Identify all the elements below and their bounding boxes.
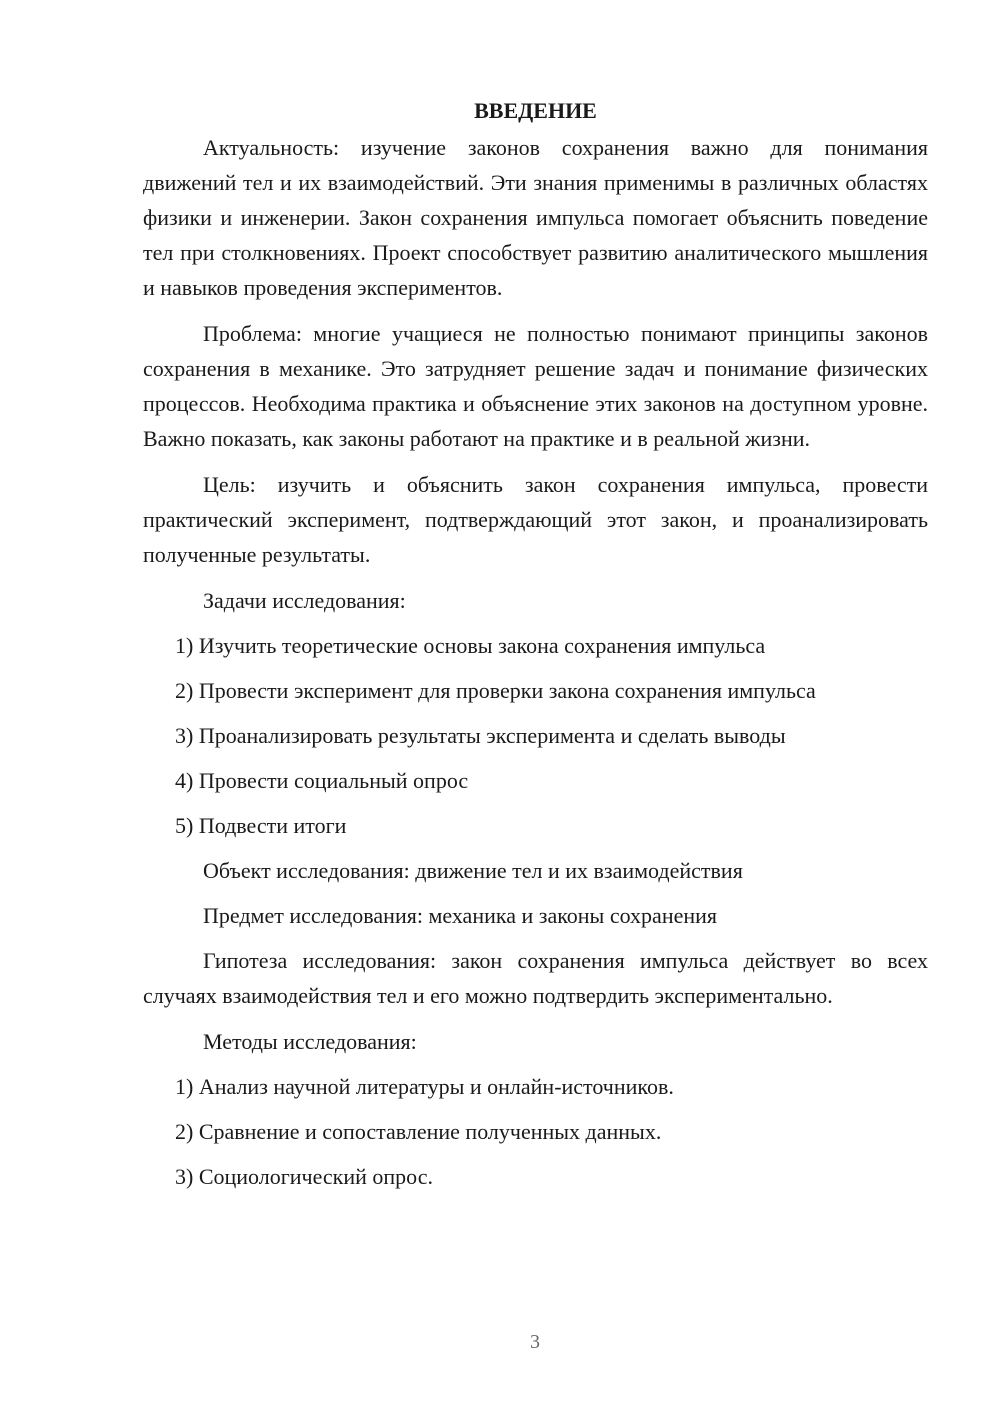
task-item: 5) Подвести итоги [175, 813, 347, 838]
goal-paragraph: Цель: изучить и объяснить закон сохранения импульса, провести практический эксперимент, подтверждающий этот закон, и проанализировать полученные результаты. [143, 472, 928, 567]
task-item: 1) Изучить теоретические основы закона сохранения импульса [175, 633, 766, 658]
page-number: 3 [530, 1331, 540, 1353]
task-item: 2) Провести эксперимент для проверки закона сохранения импульса [175, 678, 816, 703]
document-page [143, 92, 928, 1204]
hypothesis-paragraph: Гипотеза исследования: закон сохранения импульса действует во всех случаях взаимодействия тел и его можно подтвердить экспериментально. [143, 948, 928, 1008]
problem-paragraph: Проблема: многие учащиеся не полностью понимают принципы законов сохранения в механике. Это затрудняет решение задач и понимание физических процессов. Необходима практика и объяснение этих законов на доступном уровне. Важно показать, как законы работают на практике и в реальной жизни. [143, 321, 928, 451]
research-subject: Предмет исследования: механика и законы сохранения [203, 903, 718, 928]
method-item: 1) Анализ научной литературы и онлайн-источников. [175, 1074, 674, 1099]
task-item: 3) Проанализировать результаты эксперимента и сделать выводы [175, 723, 786, 748]
tasks-heading: Задачи исследования: [203, 588, 406, 613]
method-item: 3) Социологический опрос. [175, 1164, 433, 1189]
task-item: 4) Провести социальный опрос [175, 768, 469, 793]
method-item: 2) Сравнение и сопоставление полученных данных. [175, 1119, 662, 1144]
research-object: Объект исследования: движение тел и их взаимодействия [203, 858, 743, 883]
relevance-paragraph: Актуальность: изучение законов сохранения важно для понимания движений тел и их взаимодействий. Эти знания применимы в различных областях физики и инженерии. Закон сохранения импульса помогает объяснить поведение тел при столкновениях. Проект способствует развитию аналитического мышления и навыков проведения экспериментов. [143, 135, 928, 300]
page-title: ВВЕДЕНИЕ [474, 98, 597, 123]
methods-heading: Методы исследования: [203, 1029, 417, 1054]
